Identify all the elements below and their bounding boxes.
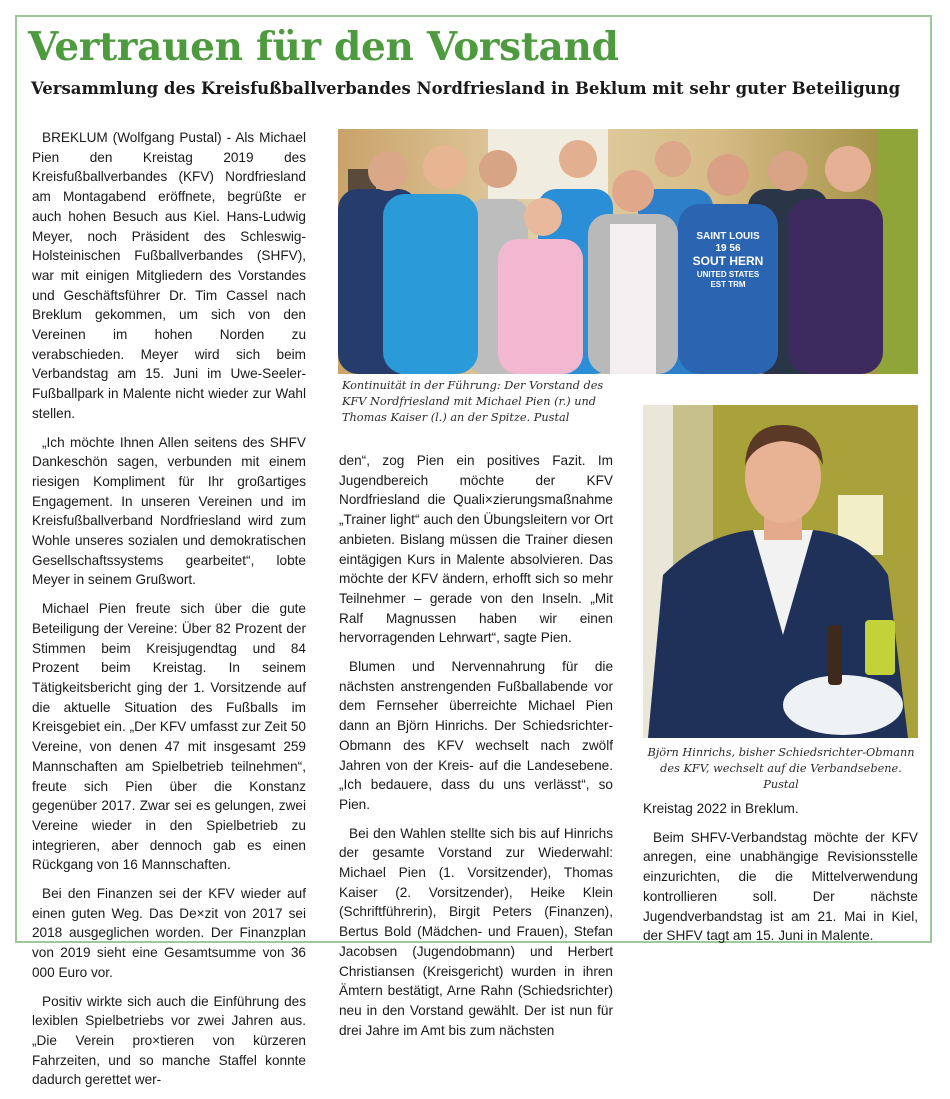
text-column-1 [32,128,306,1099]
group-photo [338,129,918,374]
sweatshirt-text: SOUT HERN [692,254,764,268]
paragraph: Bei den Wahlen stellte sich bis auf Hinrichs der gesamte Vorstand zur Wiederwahl: Michael Pien (1. Vorsitzender), Thomas Kaiser (2. Vorsitzender), Heike Klein (Schriftführerin), Birgit Peters (Finanzen), Bertus Bold (Mädchen- und Frauen), Stefan Jacobsen (Jugendobmann) und Herbert Christiansen (Kreisgericht) wurden in ihren Ämtern bestätigt, Arne Rahn (Schiedsrichter) neu in den Vorstand gewählt. Der ist nun für drei Jahre im Amt bis zum nächsten [339,825,613,1038]
paragraph: Blumen und Nervennahrung für die nächsten anstrengenden Fußballabende vor dem Fernseher überreichte Michael Pien dann an Björn Hinrichs. Der Schiedsrichter-Obmann des KFV wechselt nach zwölf Jahren von der Kreis- auf die Landesebene. „Ich bedauere, dass du uns verlässt“, so Pien. [339,659,613,812]
paragraph: „Ich möchte Ihnen Allen seitens des SHFV Dankeschön sagen, verbunden mit einem riesigen Kompliment für Ihr großartiges Engagement. In unseren Vereinen und im Kreisfußballverband Nordfriesland wird zum Wohle unseres sozialen und demokratischen Gesellschaftssystems gearbeitet“, lobte Meyer in seinem Grußwort. [32,434,306,588]
portrait-photo-caption: Björn Hinrichs, bisher Schiedsrichter-Obmann des KFV, wechselt auf die Verbandsebene. Pustal [647,746,915,791]
paragraph: BREKLUM (Wolfgang Pustal) - Als Michael Pien den Kreistag 2019 des Kreisfußballverbandes (KFV) Nordfriesland am Montagabend eröffnete, begrüßte er auch hohen Besuch aus Kiel. Hans-Ludwig Meyer, noch Präsident des Schleswig-Holsteinischen Fußballverbandes (SHFV), war mit einigen Mitgliedern des Vorstandes und Geschäftsführer Dr. Tim Cassel nach Breklum gekommen, um sich von den Vereinen im hohen Norden zu verabschieden. Meyer wird sich beim Verbandstag am 15. Juni im Uwe-Seeler-Fußballpark in Malente nicht wieder zur Wahl stellen. [32,130,306,421]
portrait-photo [643,405,918,738]
sweatshirt-text: SAINT LOUIS [696,231,760,242]
paragraph: den“, zog Pien ein positives Fazit. Im Jugendbereich möchte der KFV Nordfriesland die Quali×zierungsmaßnahme „Trainer light“ auch den Übungsleitern vor Ort anbieten. Bislang müssen die Trainer diesen eintägigen Kurs in Malente absolvieren. Das möchte der KFV ändern, erhofft sich so mehr Teilnehmer – gerade von den Inseln. „Mit Ralf Magnussen haben wir einen hervorragenden Lehrwart“, sagte Pien. [339,453,613,646]
paragraph: Positiv wirkte sich auch die Einführung des lexiblen Spielbetriebs vor zwei Jahren aus. „Die Verein pro×tieren von kürzeren Fahrzeiten, und so manche Staffel konnte dadurch gerettet wer- [32,993,306,1088]
sweatshirt-text: 19 56 [715,243,741,254]
paragraph: Bei den Finanzen sei der KFV wieder auf einen guten Weg. Das De×zit von 2017 sei 2018 ausgeglichen worden. Der Finanzplan von 2019 sieht eine Gesamtsumme von 36 000 Euro vor. [32,886,306,980]
paragraph: Michael Pien freute sich über die gute Beteiligung der Vereine: Über 82 Prozent der Stimmen beim Kreisjugendtag und 84 Prozent beim Kreistag. In seinem Tätigkeitsbericht ging der 1. Vorsitzende auf die aktuelle Situation des Fußballs im Kreisgebiet ein. „Der KFV umfasst zur Zeit 50 Vereine, von denen 47 mit insgesamt 259 Mannschaften am Spielbetrieb teilnehmen“, freute sich Pien über die Konstanz gegenüber 2017. Zwar sei es gelungen, zwei Vereine wieder in den Spielbetrieb zu integrieren, aber dennoch gab es einen Rückgang von 16 Mannschaften. [32,601,306,873]
paragraph: Beim SHFV-Verbandstag möchte der KFV anregen, eine unabhängige Revisionsstelle einzurichten, die die Mittelverwendung kontrollieren soll. Der nächste Jugendverbandstag ist am 21. Mai in Kiel, der SHFV tagt am 15. Juni in Malente. [643,829,918,944]
group-photo-caption: Kontinuität in der Führung: Der Vorstand des KFV Nordfriesland mit Michael Pien (r.) und Thomas Kaiser (l.) an der Spitze. Pustal [342,379,604,424]
text-column-3 [643,799,918,955]
paragraph: Kreistag 2022 in Breklum. [643,801,799,816]
text-column-2 [339,451,613,1049]
sweatshirt-text: UNITED STATES [696,270,760,279]
article-title: Vertrauen für den Vorstand [28,24,619,70]
portrait-illustration [643,405,918,738]
article-subtitle: Versammlung des Kreisfußballverbandes Nordfriesland in Beklum mit sehr guter Beteiligung [31,79,901,98]
group-photo-illustration [338,129,918,374]
sweatshirt-text: EST TRM [710,280,746,289]
